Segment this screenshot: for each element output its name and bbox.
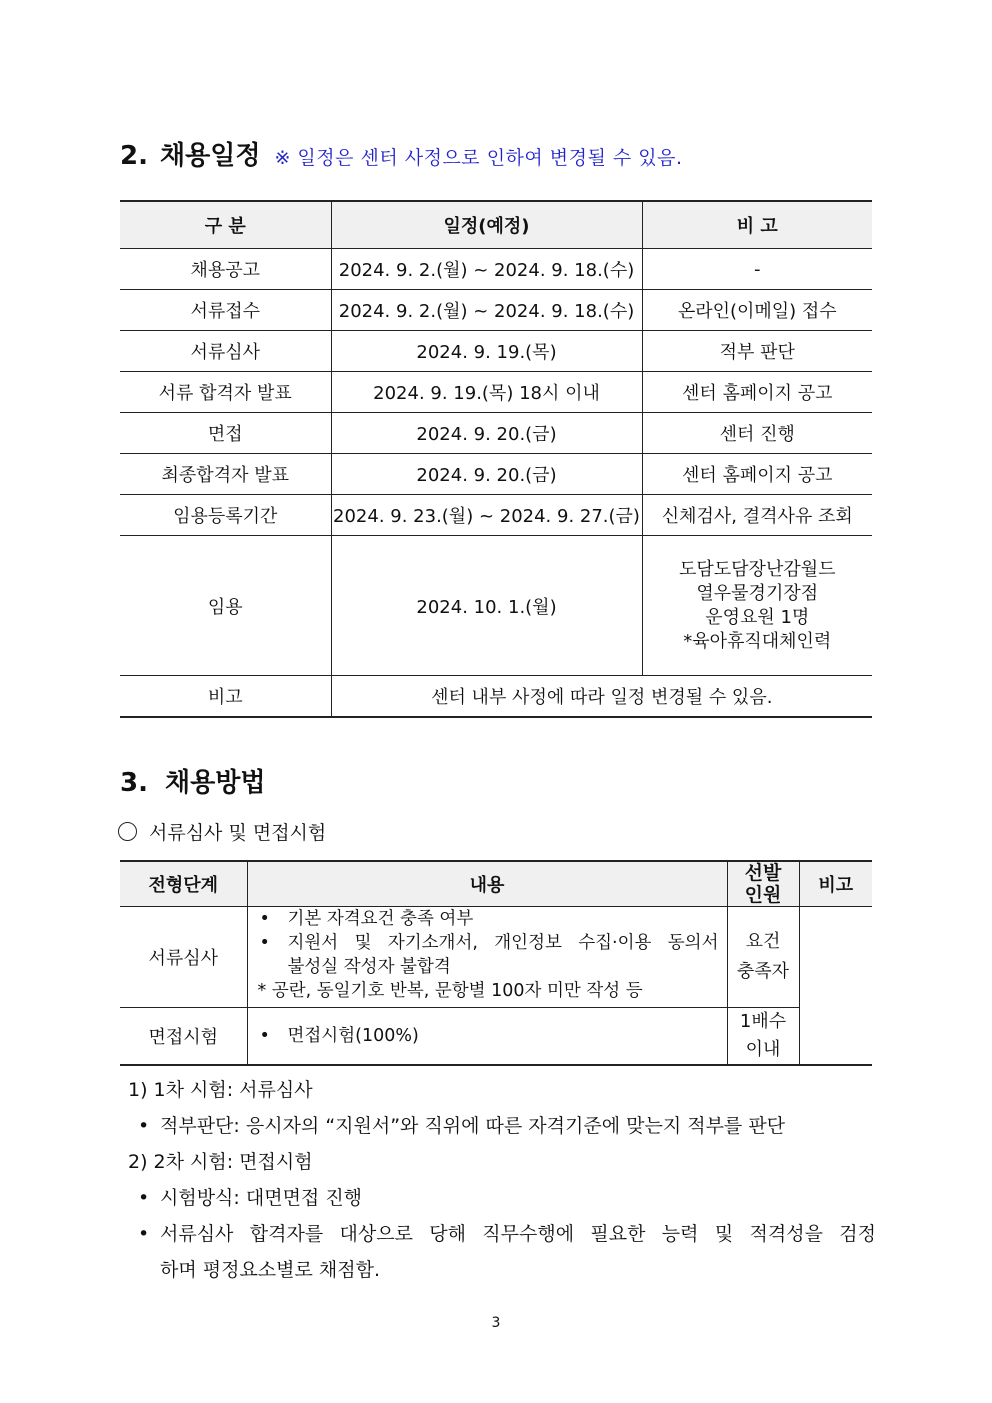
- step-2-detail-continuation: [128, 1252, 876, 1288]
- method-table: [120, 860, 872, 1066]
- row-note: 신체검사, 결격사유 조회: [642, 495, 872, 536]
- selection-line1: 1배수: [739, 1011, 787, 1032]
- step-text: 서류심사 합격자를 대상으로 당해 직무수행에 필요한 능력 및 적격성을 검정: [160, 1223, 876, 1245]
- row-date: 2024. 9. 2.(월) ~ 2024. 9. 18.(수): [331, 290, 642, 331]
- step-1-heading: 1) 1차 시험: 서류심사: [128, 1079, 313, 1101]
- step-2-heading: 2) 2차 시험: 면접시험: [128, 1151, 313, 1173]
- table-row: [120, 372, 872, 413]
- bullet-dot-icon: •: [259, 933, 270, 953]
- method-subtitle: [118, 818, 326, 845]
- row-category: 임용: [120, 536, 331, 676]
- table-row: [120, 495, 872, 536]
- bullet-text: 불성실 작성자 불합격: [287, 957, 451, 977]
- row-note: 센터 홈페이지 공고: [642, 372, 872, 413]
- content-cell: [247, 907, 727, 1008]
- subtitle-text: 서류심사 및 면접시험: [149, 822, 327, 844]
- row-date: 2024. 10. 1.(월): [331, 536, 642, 676]
- note-line: 운영요원 1명: [705, 606, 810, 628]
- table-row: [120, 413, 872, 454]
- selection-line1: 요건: [745, 931, 781, 952]
- bullet-dot-icon: •: [259, 909, 270, 929]
- step-text: 시험방식: 대면면접 진행: [160, 1187, 363, 1209]
- table-row-interview: [120, 1008, 872, 1066]
- exam-steps-list: [128, 1072, 876, 1288]
- header-selection: [727, 861, 799, 907]
- row-date: 2024. 9. 19.(목) 18시 이내: [331, 372, 642, 413]
- selection-cell: [727, 1008, 799, 1066]
- row-note: 온라인(이메일) 접수: [642, 290, 872, 331]
- step-text: 하며 평정요소별로 채점함.: [160, 1259, 381, 1281]
- row-category: 채용공고: [120, 249, 331, 290]
- bullet-dot-icon: •: [138, 1115, 150, 1137]
- table-row-document: [120, 907, 872, 1008]
- row-category: 임용등록기간: [120, 495, 331, 536]
- bullet-item: [256, 931, 719, 955]
- footnote-text: * 공란, 동일기호 반복, 문항별 100자 미만 작성 등: [257, 981, 643, 1001]
- table-row: [120, 249, 872, 290]
- row-category: 비고: [120, 676, 331, 718]
- step-2-detail: [128, 1216, 876, 1252]
- header-category: 구 분: [120, 201, 331, 249]
- section-number: 2.: [120, 141, 148, 171]
- row-category: 최종합격자 발표: [120, 454, 331, 495]
- section-title: 채용일정: [159, 141, 261, 171]
- header-schedule: 일정(예정): [331, 201, 642, 249]
- row-date: 2024. 9. 19.(목): [331, 331, 642, 372]
- selection-line2: 이내: [745, 1039, 781, 1060]
- row-date: 2024. 9. 23.(월) ~ 2024. 9. 27.(금): [331, 495, 642, 536]
- remark-cell: [799, 907, 872, 1066]
- header-content: 내용: [247, 861, 727, 907]
- header-remark: 비고: [799, 861, 872, 907]
- content-cell: [247, 1008, 727, 1066]
- step-text: 적부판단: 응시자의 “지원서”와 직위에 따른 자격기준에 맞는지 적부를 판단: [160, 1115, 786, 1137]
- row-note: -: [642, 249, 872, 290]
- section-number: 3.: [120, 768, 148, 798]
- row-note-multiline: [642, 536, 872, 676]
- row-category: 서류접수: [120, 290, 331, 331]
- schedule-table: [120, 200, 872, 718]
- page-number: 3: [491, 1315, 501, 1331]
- row-note: 센터 진행: [642, 413, 872, 454]
- bullet-dot-icon: •: [138, 1223, 150, 1245]
- bullet-dot-icon: •: [138, 1187, 150, 1209]
- row-category: 면접: [120, 413, 331, 454]
- bullet-item: [256, 1024, 719, 1048]
- stage-cell: 서류심사: [120, 907, 247, 1008]
- table-row: [120, 454, 872, 495]
- section-3-heading: [120, 762, 266, 799]
- selection-cell: [727, 907, 799, 1008]
- header-remark: 비 고: [642, 201, 872, 249]
- section-title: 채용방법: [165, 768, 266, 798]
- row-category: 서류심사: [120, 331, 331, 372]
- row-date: 2024. 9. 20.(금): [331, 413, 642, 454]
- note-line: *육아휴직대체인력: [683, 630, 832, 652]
- bullet-text: 면접시험(100%): [287, 1026, 419, 1046]
- bullet-text: 기본 자격요건 충족 여부: [287, 909, 474, 929]
- bullet-dot-icon: •: [259, 1026, 270, 1046]
- stage-cell: 면접시험: [120, 1008, 247, 1066]
- bullet-text: 지원서 및 자기소개서, 개인정보 수집·이용 동의서: [287, 933, 719, 953]
- bullet-continuation: [256, 955, 719, 979]
- step-2-detail: [128, 1180, 876, 1216]
- header-selection-line1: 선발: [744, 862, 782, 884]
- table-header-row: [120, 201, 872, 249]
- row-date: 2024. 9. 2.(월) ~ 2024. 9. 18.(수): [331, 249, 642, 290]
- header-selection-line2: 인원: [744, 884, 782, 906]
- header-stage: 전형단계: [120, 861, 247, 907]
- section-2-heading: [120, 135, 683, 172]
- table-row-remark: [120, 676, 872, 718]
- indent-spacer: [138, 1252, 160, 1288]
- row-category: 서류 합격자 발표: [120, 372, 331, 413]
- note-line: 도담도담장난감월드: [679, 558, 836, 580]
- bullet-text-multiline: [288, 931, 719, 955]
- circle-bullet-icon: [118, 822, 137, 841]
- row-date: 2024. 9. 20.(금): [331, 454, 642, 495]
- schedule-note: ※ 일정은 센터 사정으로 인하여 변경될 수 있음.: [274, 147, 683, 169]
- row-note: 적부 판단: [642, 331, 872, 372]
- remark-text: 센터 내부 사정에 따라 일정 변경될 수 있음.: [331, 676, 872, 718]
- table-row-appointment: [120, 536, 872, 676]
- selection-line2: 충족자: [736, 961, 790, 982]
- step-1-detail: [128, 1108, 876, 1144]
- table-header-row: [120, 861, 872, 907]
- note-line: 열우물경기장점: [696, 582, 819, 604]
- indent-spacer: [256, 955, 288, 979]
- bullet-item: [256, 907, 719, 931]
- table-row: [120, 290, 872, 331]
- table-row: [120, 331, 872, 372]
- row-note: 센터 홈페이지 공고: [642, 454, 872, 495]
